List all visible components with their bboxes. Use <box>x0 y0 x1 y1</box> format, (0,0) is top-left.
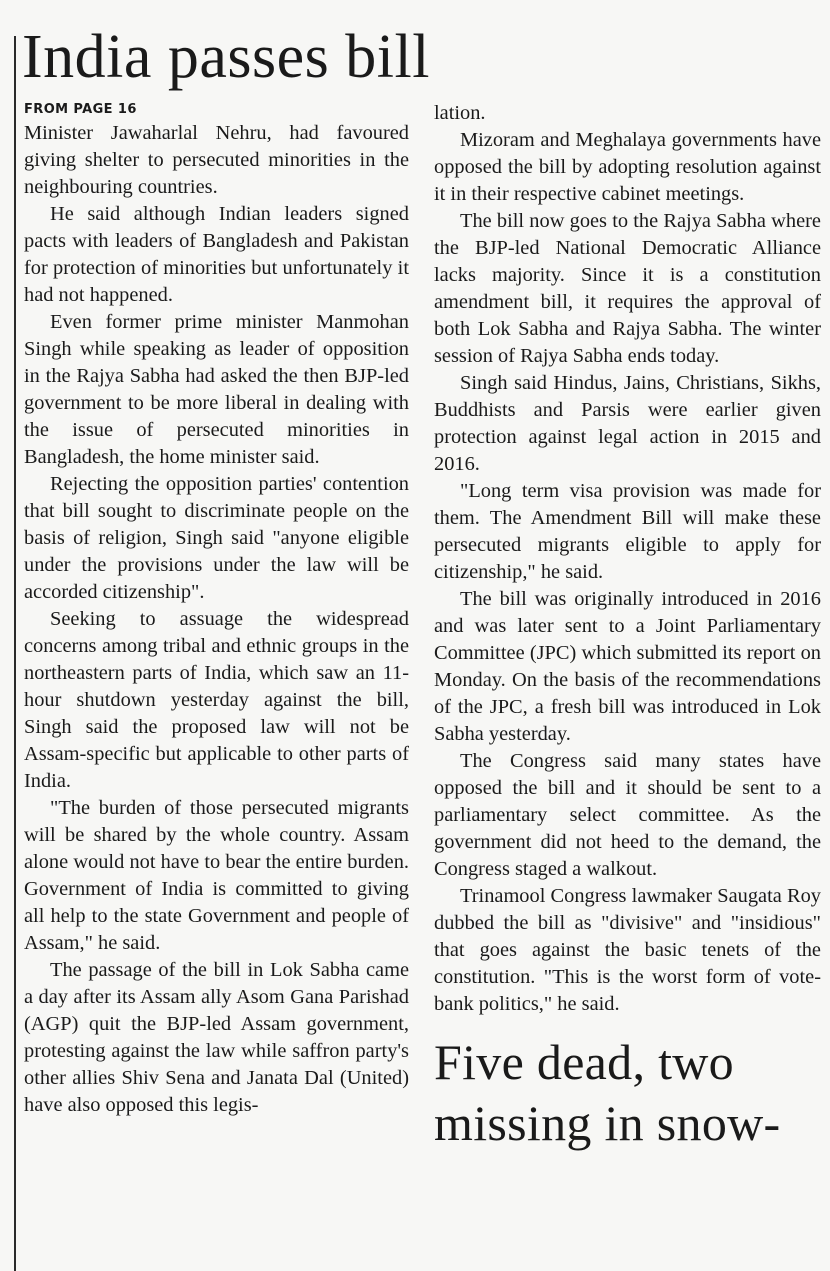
paragraph: Seeking to assuage the widespread concerns among tribal and ethnic groups in the northeastern parts of India, which saw an 11-hour shutdown yesterday against the bill, Singh said the proposed law will not be Assam-specific but applicable to other parts of India. <box>24 608 409 792</box>
dateline: FROM PAGE 16 <box>24 102 137 117</box>
paragraph: The Congress said many states have opposed the bill and it should be sent to a parliamentary select committee. As the government did not heed to the demand, the Congress staged a walkout. <box>434 750 821 880</box>
paragraph: Singh said Hindus, Jains, Christians, Sikhs, Buddhists and Parsis were earlier given protection against legal action in 2015 and 2016. <box>434 372 821 475</box>
paragraph: "Long term visa provision was made for them. The Amendment Bill will make these persecuted migrants eligible to apply for citizenship," he said. <box>434 480 821 583</box>
headline: India passes bill <box>22 23 430 91</box>
article-column-left <box>24 100 409 1271</box>
second-story-headline: Five dead, two missing in snow- <box>434 1034 781 1151</box>
paragraph: lation. <box>434 102 486 124</box>
column-rule <box>14 36 16 1271</box>
paragraph: Rejecting the opposition parties' contention that bill sought to discriminate people on the basis of religion, Singh said "anyone eligible under the provisions under the law will be accorded citizenship". <box>24 473 409 603</box>
paragraph: Minister Jawaharlal Nehru, had favoured giving shelter to persecuted minorities in the neighbouring countries. <box>24 122 409 198</box>
paragraph: Trinamool Congress lawmaker Saugata Roy dubbed the bill as "divisive" and "insidious" that goes against the basic tenets of the constitution. "This is the worst form of vote-bank politics," he said. <box>434 885 821 1015</box>
article-column-right <box>434 100 821 1271</box>
paragraph: He said although Indian leaders signed pacts with leaders of Bangladesh and Pakistan for protection of minorities but unfortunately it had not happened. <box>24 203 409 306</box>
paragraph: The bill now goes to the Rajya Sabha where the BJP-led National Democratic Alliance lacks majority. Since it is a constitution amendment bill, it requires the approval of both Lok Sabha and Rajya Sabha. The winter session of Rajya Sabha ends today. <box>434 210 821 367</box>
paragraph: Even former prime minister Manmohan Singh while speaking as leader of opposition in the Rajya Sabha had asked the then BJP-led government to be more liberal in dealing with the issue of persecuted minorities in Bangladesh, the home minister said. <box>24 311 409 468</box>
paragraph: The passage of the bill in Lok Sabha came a day after its Assam ally Asom Gana Parishad (AGP) quit the BJP-led Assam government, protesting against the law while saffron party's other allies Shiv Sena and Janata Dal (United) have also opposed this legis- <box>24 959 409 1116</box>
paragraph: Mizoram and Meghalaya governments have opposed the bill by adopting resolution against it in their respective cabinet meetings. <box>434 129 821 205</box>
paragraph: "The burden of those persecuted migrants will be shared by the whole country. Assam alone would not have to bear the entire burden. Government of India is committed to giving all help to the state Government and people of Assam," he said. <box>24 797 409 954</box>
paragraph: The bill was originally introduced in 2016 and was later sent to a Joint Parliamentary Committee (JPC) which submitted its report on Monday. On the basis of the recommendations of the JPC, a fresh bill was introduced in Lok Sabha yesterday. <box>434 588 821 745</box>
